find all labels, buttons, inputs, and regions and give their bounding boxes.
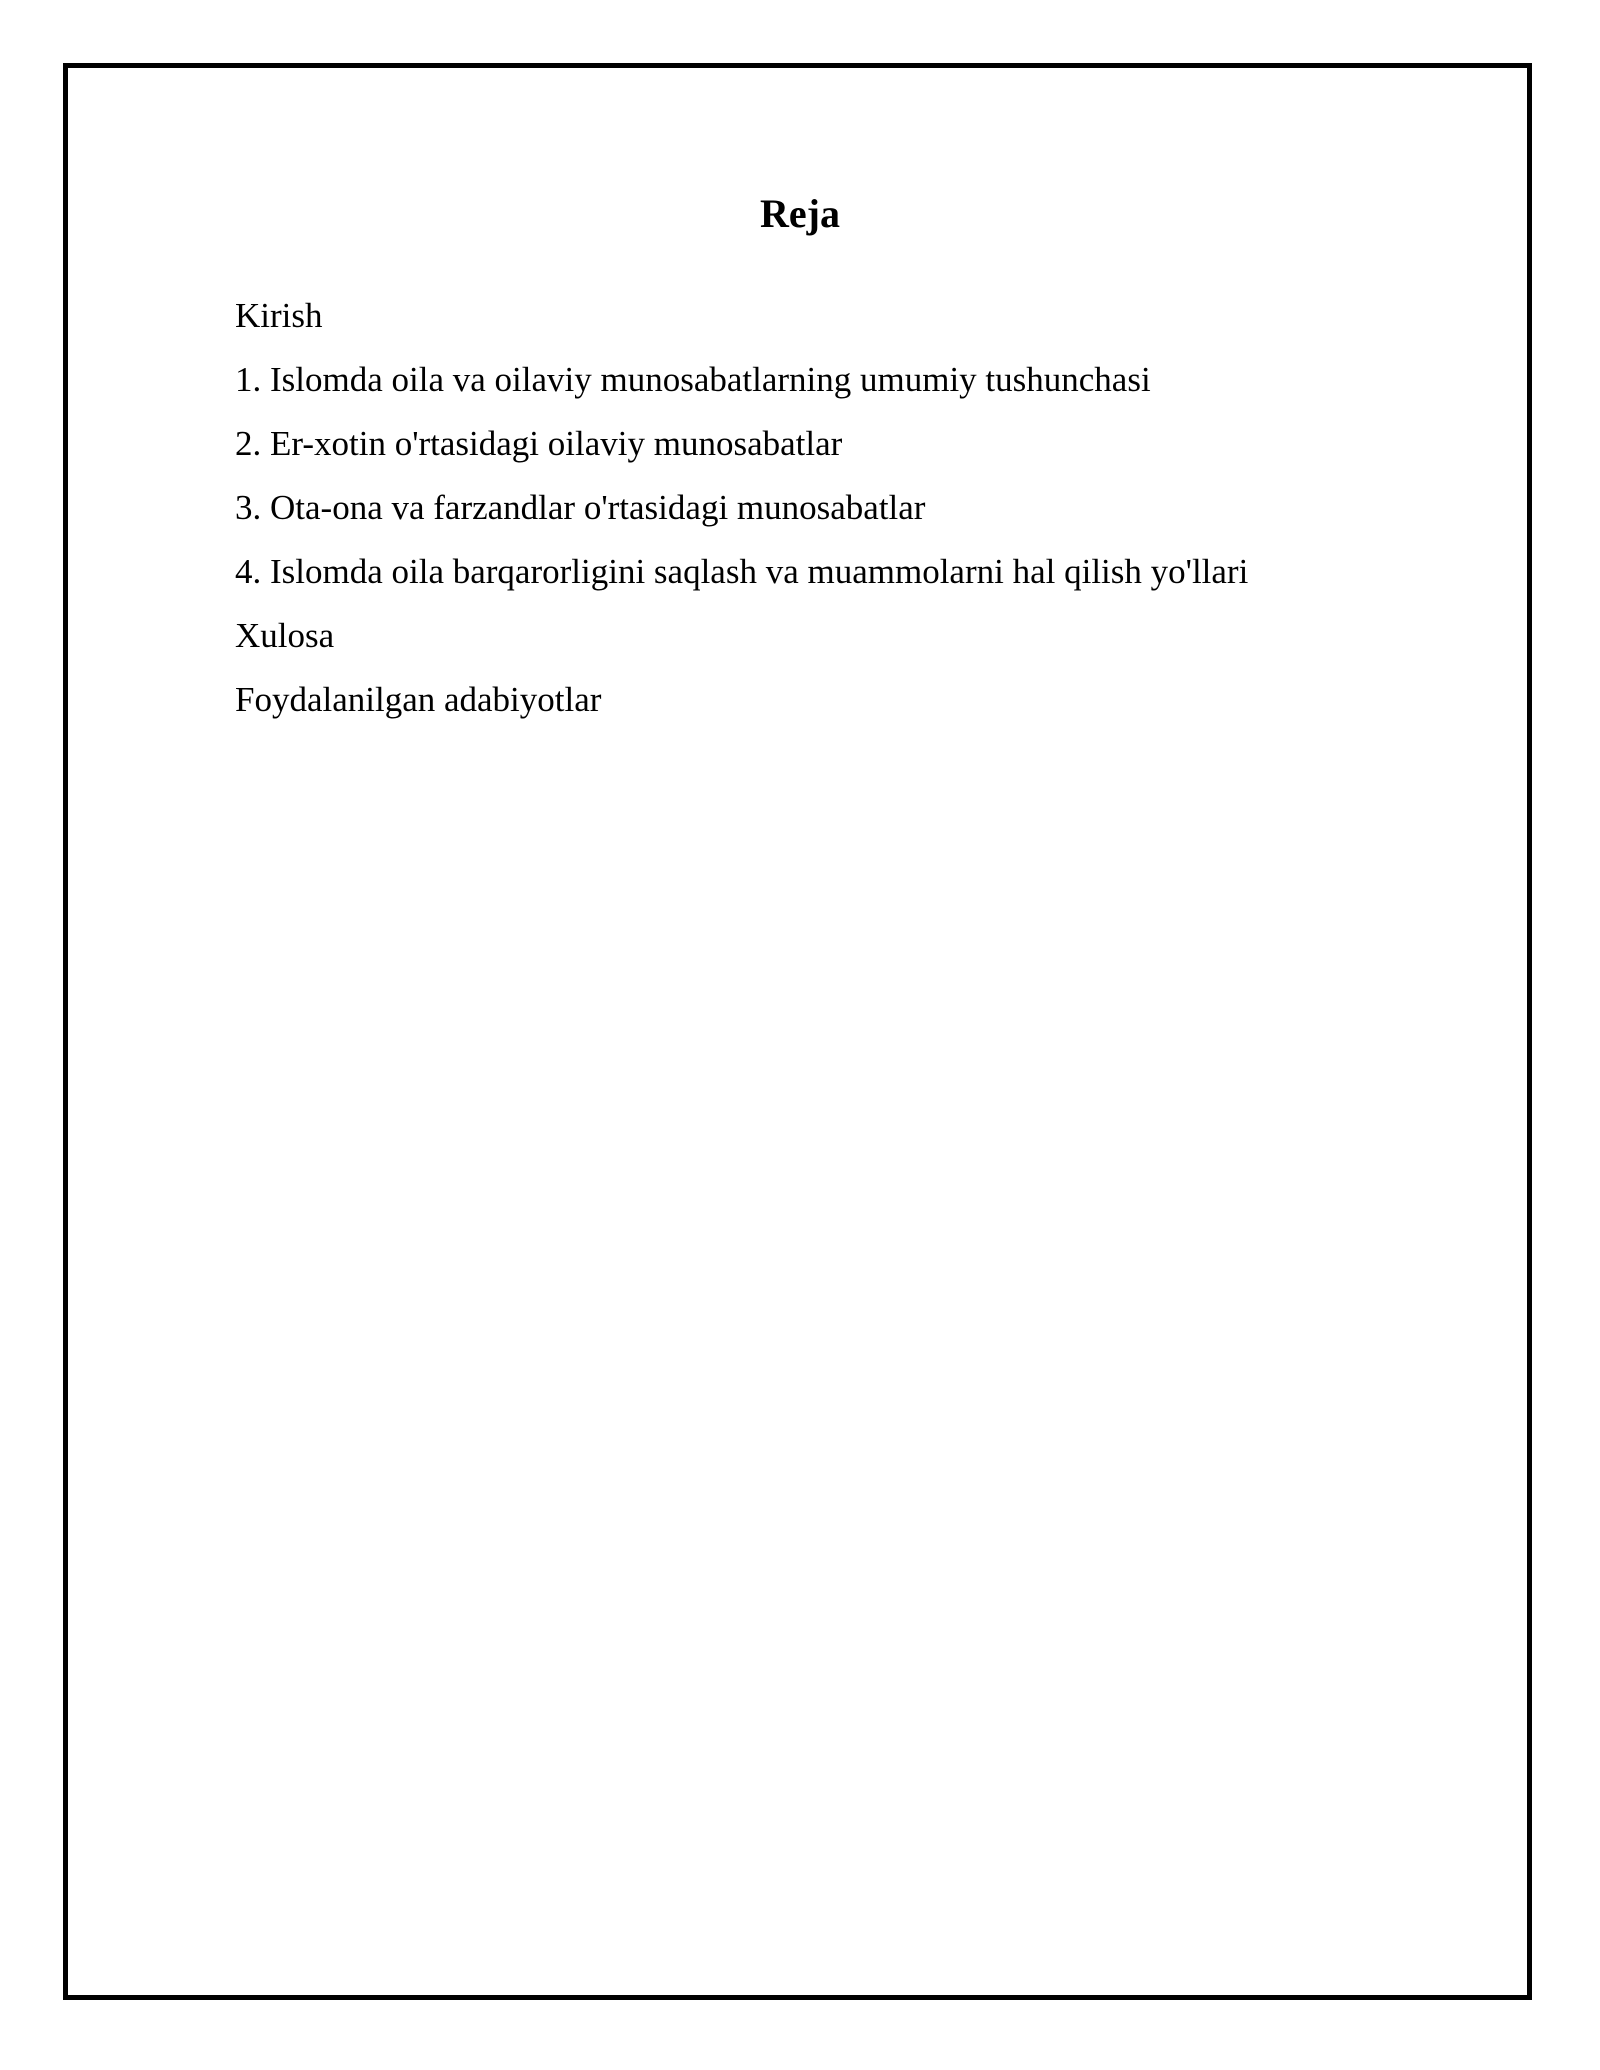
- plan-item-references: Foydalanilgan adabiyotlar: [235, 680, 602, 719]
- plan-item-introduction: Kirish: [235, 296, 323, 335]
- plan-item-4: 4. Islomda oila barqarorligini saqlash va muammolarni hal qilish yo'llari: [235, 552, 1249, 591]
- page-title: Reja: [760, 191, 840, 236]
- plan-list: [235, 284, 1248, 732]
- plan-item-2: 2. Er-xotin o'rtasidagi oilaviy munosabatlar: [235, 424, 843, 463]
- plan-item-3: 3. Ota-ona va farzandlar o'rtasidagi munosabatlar: [235, 488, 926, 527]
- plan-item-1: 1. Islomda oila va oilaviy munosabatlarning umumiy tushunchasi: [235, 360, 1151, 399]
- plan-item-conclusion: Xulosa: [235, 616, 335, 655]
